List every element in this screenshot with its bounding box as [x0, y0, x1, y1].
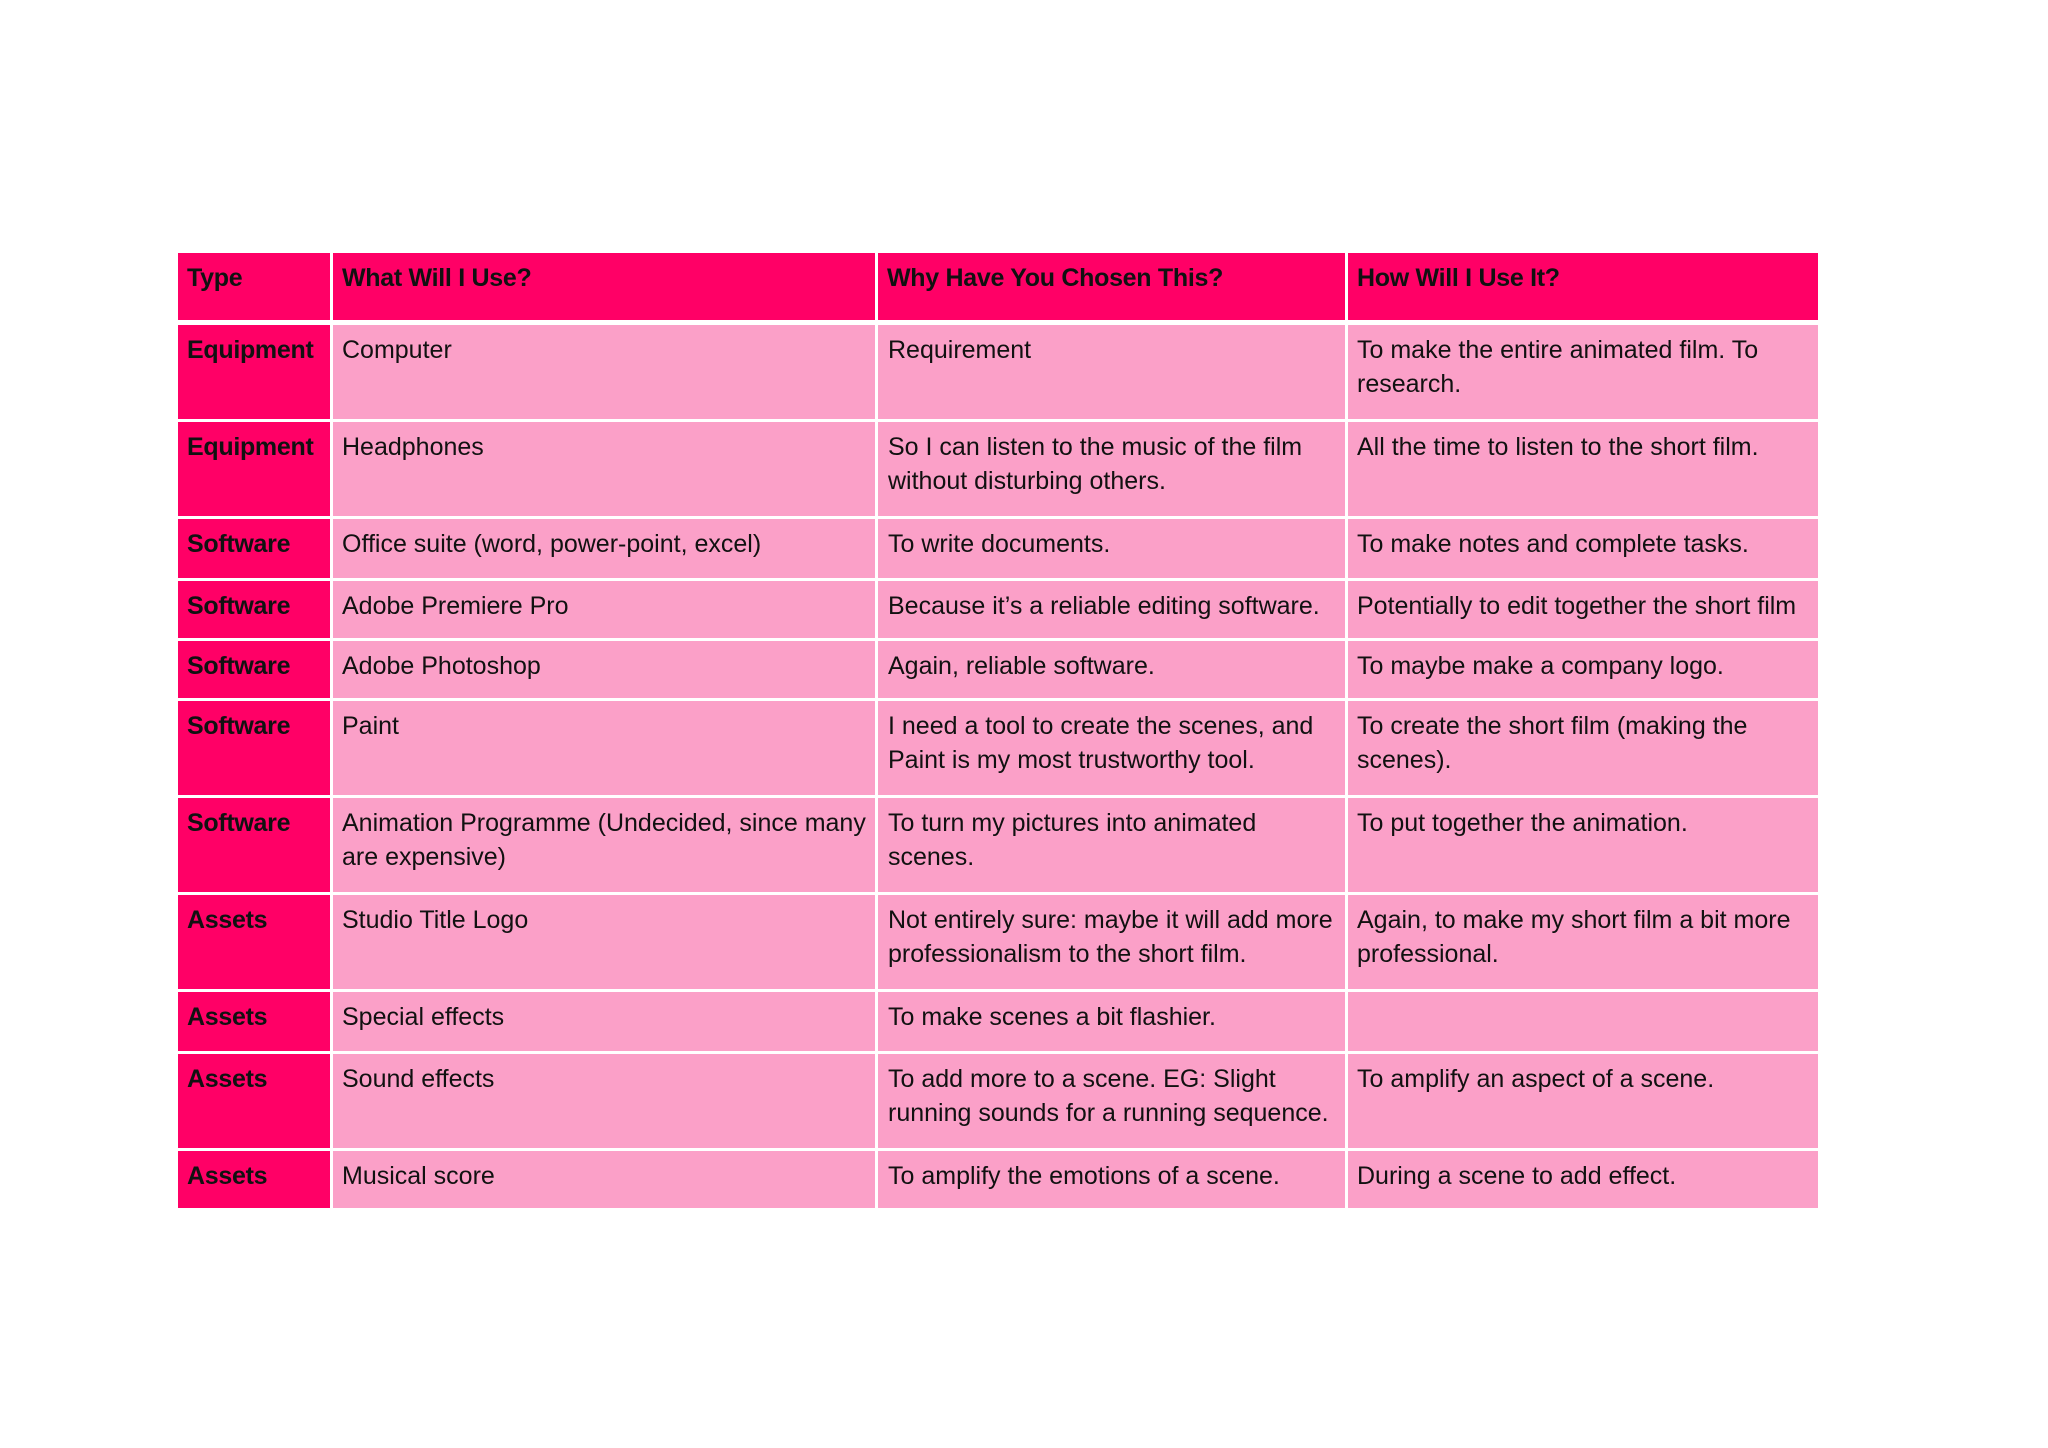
what-cell: Adobe Photoshop — [333, 641, 878, 701]
type-cell: Equipment — [178, 325, 333, 422]
how-cell: During a scene to add effect. — [1348, 1151, 1818, 1211]
why-cell: To make scenes a bit flashier. — [878, 992, 1348, 1054]
table-row — [178, 1054, 1818, 1151]
table-row — [178, 519, 1818, 581]
how-cell: To create the short film (making the scenes). — [1348, 701, 1818, 798]
what-cell: Musical score — [333, 1151, 878, 1211]
table-row — [178, 641, 1818, 701]
table-row — [178, 798, 1818, 895]
what-cell: Studio Title Logo — [333, 895, 878, 992]
how-cell: Again, to make my short film a bit more professional. — [1348, 895, 1818, 992]
how-cell: To amplify an aspect of a scene. — [1348, 1054, 1818, 1151]
what-cell: Headphones — [333, 422, 878, 519]
type-cell: Software — [178, 641, 333, 701]
type-cell: Equipment — [178, 422, 333, 519]
how-cell: To put together the animation. — [1348, 798, 1818, 895]
header-how: How Will I Use It? — [1348, 253, 1818, 325]
how-cell: To make the entire animated film. To research. — [1348, 325, 1818, 422]
why-cell: I need a tool to create the scenes, and Paint is my most trustworthy tool. — [878, 701, 1348, 798]
type-cell: Software — [178, 798, 333, 895]
how-cell: Potentially to edit together the short film — [1348, 581, 1818, 641]
why-cell: Again, reliable software. — [878, 641, 1348, 701]
table-row — [178, 1151, 1818, 1211]
what-cell: Computer — [333, 325, 878, 422]
type-cell: Assets — [178, 992, 333, 1054]
why-cell: Requirement — [878, 325, 1348, 422]
why-cell: To write documents. — [878, 519, 1348, 581]
why-cell: To turn my pictures into animated scenes. — [878, 798, 1348, 895]
how-cell — [1348, 992, 1818, 1054]
type-cell: Assets — [178, 895, 333, 992]
table-row — [178, 992, 1818, 1054]
how-cell: All the time to listen to the short film. — [1348, 422, 1818, 519]
why-cell: To amplify the emotions of a scene. — [878, 1151, 1348, 1211]
header-type: Type — [178, 253, 333, 325]
what-cell: Animation Programme (Undecided, since many are expensive) — [333, 798, 878, 895]
type-cell: Software — [178, 581, 333, 641]
what-cell: Sound effects — [333, 1054, 878, 1151]
how-cell: To make notes and complete tasks. — [1348, 519, 1818, 581]
table-row — [178, 581, 1818, 641]
why-cell: To add more to a scene. EG: Slight running sounds for a running sequence. — [878, 1054, 1348, 1151]
header-what: What Will I Use? — [333, 253, 878, 325]
how-cell: To maybe make a company logo. — [1348, 641, 1818, 701]
why-cell: Not entirely sure: maybe it will add more professionalism to the short film. — [878, 895, 1348, 992]
type-cell: Software — [178, 701, 333, 798]
resource-plan-table — [178, 253, 1818, 1211]
table-row — [178, 895, 1818, 992]
what-cell: Special effects — [333, 992, 878, 1054]
why-cell: So I can listen to the music of the film without disturbing others. — [878, 422, 1348, 519]
table-row — [178, 325, 1818, 422]
what-cell: Adobe Premiere Pro — [333, 581, 878, 641]
table-row — [178, 701, 1818, 798]
type-cell: Software — [178, 519, 333, 581]
why-cell: Because it’s a reliable editing software. — [878, 581, 1348, 641]
type-cell: Assets — [178, 1054, 333, 1151]
type-cell: Assets — [178, 1151, 333, 1211]
what-cell: Paint — [333, 701, 878, 798]
table-header-row — [178, 253, 1818, 325]
table-row — [178, 422, 1818, 519]
header-why: Why Have You Chosen This? — [878, 253, 1348, 325]
what-cell: Office suite (word, power-point, excel) — [333, 519, 878, 581]
